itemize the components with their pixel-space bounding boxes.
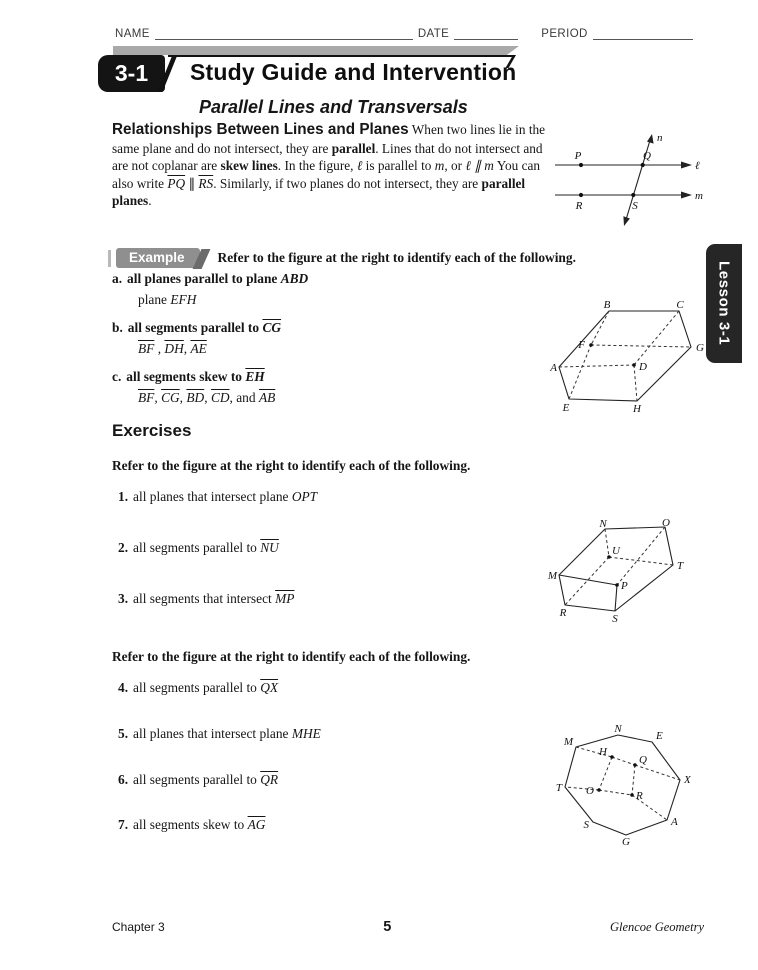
exercise-items-4-7 <box>118 680 542 863</box>
period-blank-line[interactable] <box>593 27 693 40</box>
footer-page-number: 5 <box>383 919 392 935</box>
period-label: PERIOD <box>541 28 588 40</box>
separator: , <box>154 341 165 356</box>
term-skew-lines: skew lines <box>220 158 278 174</box>
point-label-Q: Q <box>643 150 651 162</box>
intro-text: . Similarly, if two planes do not intersect, they are <box>213 175 482 191</box>
segment-CG: $\overline{CG}$ <box>161 390 180 405</box>
point-label-P: P <box>574 150 582 162</box>
segment-AG: $\overline{AG}$ <box>247 817 266 833</box>
plane-OPT: OPT <box>291 489 318 504</box>
vertex-label-S: S <box>612 613 618 625</box>
segment-DH: $\overline{DH}$ <box>164 341 184 356</box>
lesson-side-tab <box>706 244 742 363</box>
vertex-label-O: O <box>662 517 670 529</box>
plane-MHE: MHE <box>291 725 321 741</box>
footer-chapter: Chapter 3 <box>112 920 165 934</box>
vertex-label-O: O <box>586 785 594 797</box>
segment-RS: $\overline{RS}$ <box>198 175 214 191</box>
var-ell-parallel-m: ℓ ∥ m <box>465 158 494 174</box>
segment-QX: $\overline{QX}$ <box>260 680 279 695</box>
item-text: all planes parallel to plane <box>127 271 281 286</box>
and-separator: , and <box>229 390 259 405</box>
item-text: all segments that intersect <box>133 590 276 606</box>
intro-text: is parallel to <box>362 158 435 174</box>
item-number: 5. <box>118 725 129 741</box>
exercise-item-4 <box>118 680 542 697</box>
plane-EFH: EFH <box>170 292 197 307</box>
vertex-label-A: A <box>671 816 678 828</box>
segment-MP: $\overline{MP}$ <box>275 590 295 606</box>
example-items <box>112 271 544 418</box>
vertex-label-D: D <box>639 361 647 373</box>
example-badge: Example <box>116 248 200 268</box>
section-heading: Relationships Between Lines and Planes <box>112 121 409 138</box>
vertex-label-B: B <box>603 299 611 311</box>
vertex-label-M: M <box>563 736 573 748</box>
date-label: DATE <box>417 28 450 40</box>
vertex-label-E: E <box>656 730 663 742</box>
answer-text: plane <box>138 292 171 307</box>
intro-text: You can also write <box>112 158 541 191</box>
lesson-tab-label: Lesson 3-1 <box>715 261 733 346</box>
vertex-label-H: H <box>633 403 641 415</box>
segment-BD: $\overline{BD}$ <box>186 390 205 405</box>
page-footer <box>112 919 704 935</box>
term-parallel-planes: parallel planes <box>112 175 526 209</box>
lesson-code: 3-1 <box>114 60 149 86</box>
example-header <box>108 248 708 268</box>
exercises-instruction-1: Refer to the figure at the right to identify each of the following. <box>112 458 471 473</box>
segment-NU: $\overline{NU}$ <box>260 539 279 555</box>
exercises-heading: Exercises <box>112 421 192 440</box>
vertex-label-T: T <box>555 782 562 794</box>
item-number: 2. <box>118 539 129 555</box>
segment-QR: $\overline{QR}$ <box>260 771 279 787</box>
vertex-label-G: G <box>622 836 630 848</box>
line-label-ell: ℓ <box>695 160 700 172</box>
figure-hexagonal-prism <box>556 725 696 849</box>
exercises-instruction-2: Refer to the figure at the right to identify each of the following. <box>112 649 471 664</box>
intro-paragraph <box>112 120 554 210</box>
figure-prism-MNOPRSTU <box>547 517 691 625</box>
vertex-label-R: R <box>559 607 567 619</box>
example-item-b <box>112 320 544 336</box>
header-row <box>115 27 703 40</box>
example-item-a <box>112 271 544 287</box>
example-answer-a <box>138 292 544 308</box>
point-label-S: S <box>632 200 638 212</box>
item-text: all segments parallel to <box>133 539 261 555</box>
item-text: all planes that intersect plane <box>133 725 292 741</box>
item-text: all segments skew to <box>126 369 246 384</box>
item-letter: c. <box>112 369 122 384</box>
var-m: m <box>434 158 445 174</box>
item-letter: a. <box>112 271 123 286</box>
intro-text: . <box>148 193 152 209</box>
segment-AB: $\overline{AB}$ <box>258 390 276 405</box>
name-label: NAME <box>115 28 150 40</box>
page-subtitle: Parallel Lines and Transversals <box>199 97 468 117</box>
vertex-label-N: N <box>599 518 607 530</box>
parallel-symbol: ∥ <box>185 175 199 191</box>
segment-AE: $\overline{AE}$ <box>190 341 207 356</box>
vertex-label-U: U <box>612 545 620 557</box>
plane-ABD: ABD <box>280 271 309 286</box>
item-number: 7. <box>118 817 129 833</box>
exercise-items-1-3 <box>118 489 542 641</box>
example-answer-c <box>138 390 544 406</box>
intro-text: When two lines lie in the same plane and do not intersect, they are <box>112 122 546 157</box>
intro-text: . Lines that do not intersect and are not coplanar are <box>112 141 543 174</box>
badge-lead-bar <box>108 250 111 267</box>
vertex-label-G: G <box>696 342 704 354</box>
exercise-item-7 <box>118 817 542 834</box>
vertex-label-E: E <box>562 402 570 414</box>
vertex-label-M: M <box>547 570 557 582</box>
var-ell: ℓ <box>356 158 363 174</box>
exercise-item-1 <box>118 489 542 506</box>
name-blank-line[interactable] <box>155 27 413 40</box>
example-instruction: Refer to the figure at the right to identify each of the following. <box>217 250 576 265</box>
separator: , <box>183 341 191 356</box>
point-label-R: R <box>575 200 583 212</box>
segment-BF: $\overline{BF}$ <box>138 341 155 356</box>
figure-edges <box>559 311 691 401</box>
intro-text: . In the figure, <box>277 158 357 174</box>
intro-text: , or <box>444 158 466 174</box>
item-text: all segments parallel to <box>127 320 263 335</box>
exercise-item-3 <box>118 591 542 608</box>
item-text: all segments parallel to <box>133 771 261 787</box>
item-number: 4. <box>118 680 129 695</box>
vertex-label-S: S <box>583 819 589 831</box>
segment-CG: $\overline{CG}$ <box>262 320 282 335</box>
vertex-label-N: N <box>614 723 622 735</box>
banner-shadow-bar <box>113 46 519 55</box>
figure-parallel-lines-transversal <box>551 131 703 231</box>
banner-rule <box>168 55 514 57</box>
vertex-label-X: X <box>684 774 691 786</box>
date-blank-line[interactable] <box>454 27 518 40</box>
vertex-label-Q: Q <box>639 754 647 766</box>
vertex-label-C: C <box>676 299 684 311</box>
item-text: all planes that intersect plane <box>133 489 292 504</box>
vertex-label-P: P <box>621 580 628 592</box>
exercise-item-2 <box>118 540 542 557</box>
exercise-item-5 <box>118 726 542 743</box>
item-number: 3. <box>118 590 129 606</box>
segment-EH: $\overline{EH}$ <box>245 369 265 384</box>
figure-edges <box>565 735 680 835</box>
vertex-label-R: R <box>636 790 643 802</box>
item-number: 1. <box>118 489 129 504</box>
example-answer-b <box>138 341 544 357</box>
item-text: all segments skew to <box>133 817 248 833</box>
separator: , <box>154 390 162 405</box>
figure-edges <box>559 527 673 611</box>
item-letter: b. <box>112 320 123 335</box>
separator: , <box>179 390 187 405</box>
item-text: all segments parallel to <box>133 680 261 695</box>
segment-CD: $\overline{CD}$ <box>210 390 230 405</box>
figure-lines <box>555 134 692 226</box>
exercise-item-6 <box>118 772 542 789</box>
footer-brand: Glencoe Geometry <box>609 920 704 934</box>
vertex-label-H: H <box>599 746 607 758</box>
term-parallel: parallel <box>331 141 376 157</box>
separator: , <box>204 390 211 405</box>
line-label-n: n <box>657 132 663 144</box>
lesson-code-box <box>98 55 165 92</box>
figure-prism-ABCDEFGH <box>549 299 707 413</box>
line-label-m: m <box>695 190 703 202</box>
vertex-label-T: T <box>677 560 684 572</box>
example-item-c <box>112 369 544 385</box>
vertex-label-A: A <box>550 362 557 374</box>
segment-PQ: $\overline{PQ}$ <box>167 175 186 191</box>
segment-BF: $\overline{BF}$ <box>138 390 155 405</box>
vertex-label-F: F <box>578 339 585 351</box>
item-number: 6. <box>118 771 129 787</box>
page-title: Study Guide and Intervention <box>190 59 517 85</box>
